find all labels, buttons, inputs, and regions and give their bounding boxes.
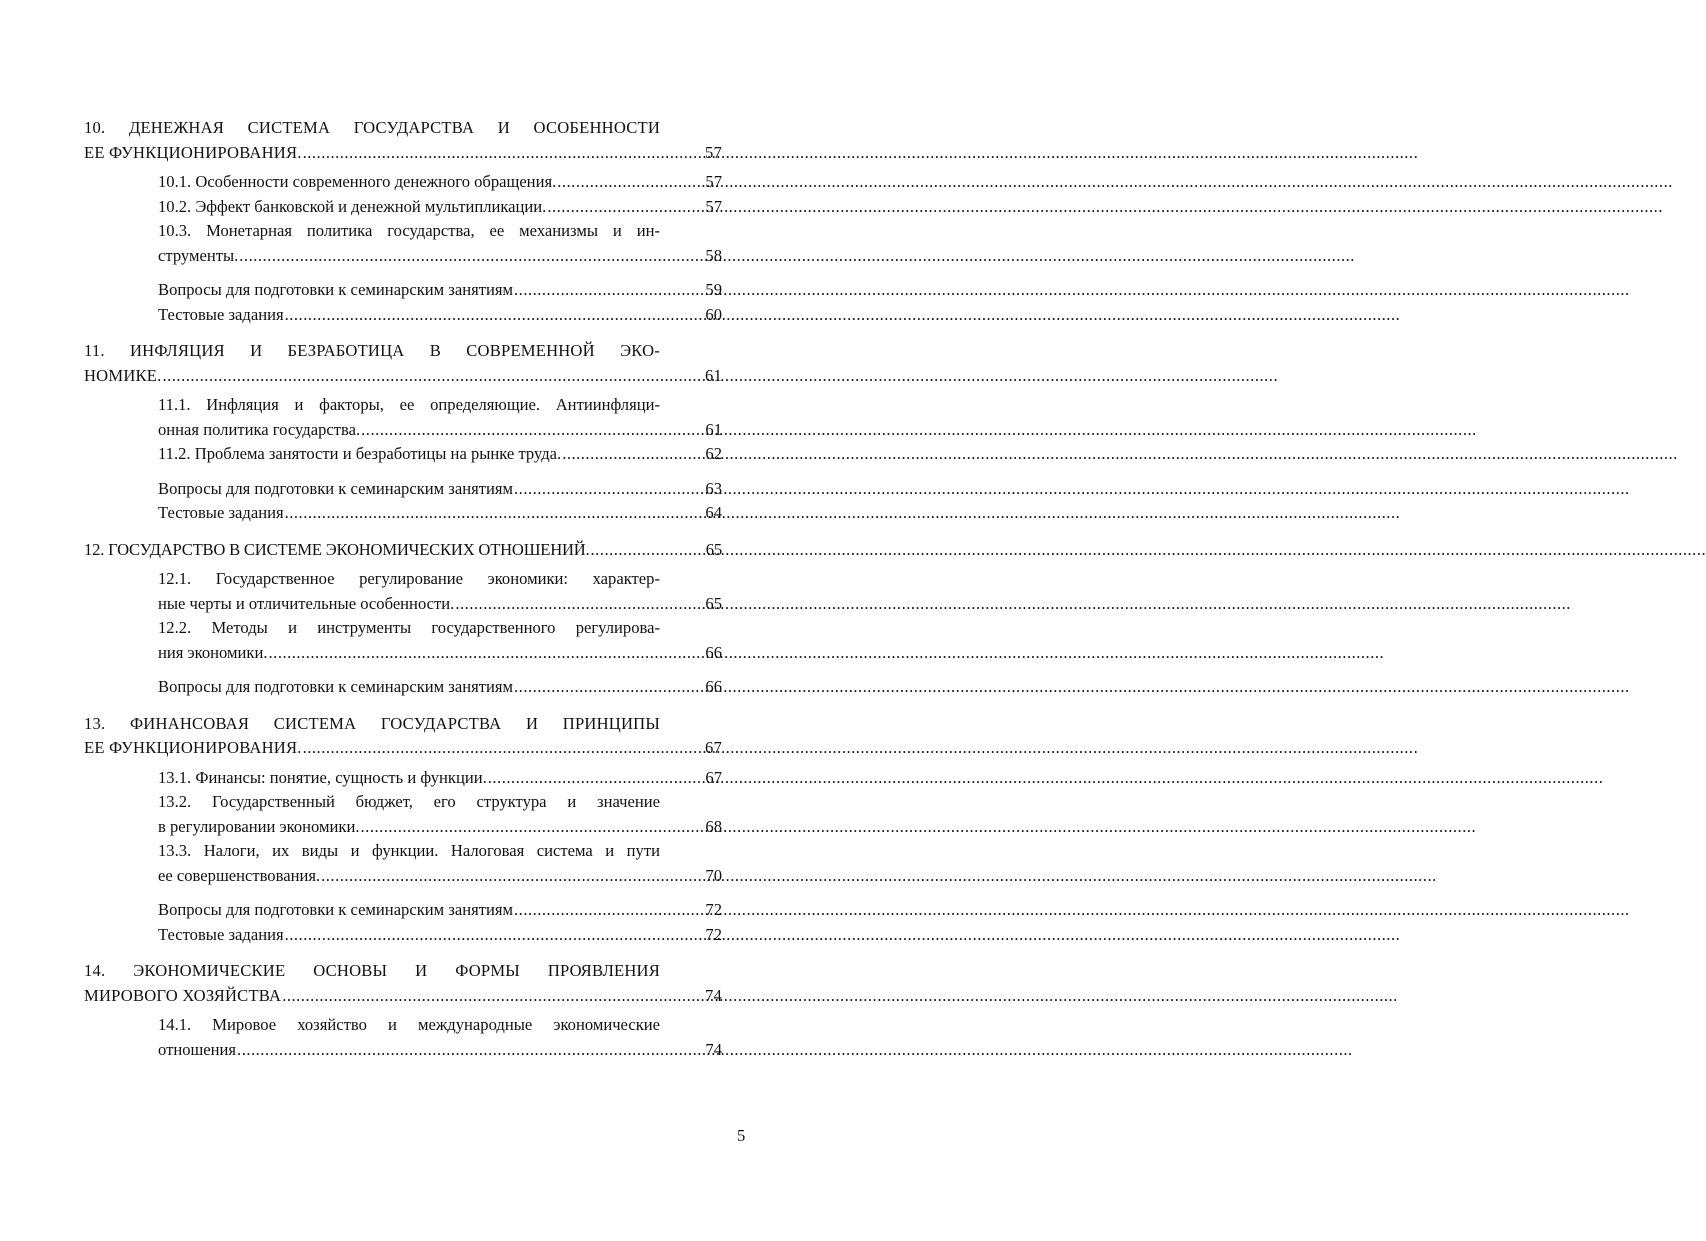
subsection-title-line2: струменты. [158, 245, 239, 265]
subsection-title-line1: 12.2. Методы и инструменты государственного регулирова- [158, 618, 660, 637]
page-ref: 57 [705, 142, 722, 162]
subsection-title: 11.2. Проблема занятости и безработицы на рынке труда. [158, 444, 562, 463]
toc-subsection[interactable] [158, 1013, 722, 1062]
chapter-heading[interactable] [84, 712, 722, 761]
toc-chapter-13 [84, 712, 722, 948]
chapter-title-line1: 13. ФИНАНСОВАЯ СИСТЕМА ГОСУДАРСТВА И ПРИНЦИПЫ [84, 713, 660, 733]
toc-subsection[interactable] [158, 790, 722, 839]
page-ref: 74 [705, 1039, 722, 1059]
page-ref: 59 [705, 280, 722, 299]
leader-dots [546, 195, 703, 220]
subsection-title-line1: 13.2. Государственный бюджет, его структура и значение [158, 792, 660, 811]
toc-extra-entry[interactable] [158, 675, 722, 700]
page-ref: 61 [705, 419, 722, 439]
leader-dots [556, 170, 703, 195]
subsection-title: 10.1. Особенности современного денежного обращения. [158, 172, 557, 191]
page-ref: 65 [705, 593, 722, 613]
leader-dots [487, 766, 704, 791]
extra-entry-title: Тестовые задания [158, 503, 284, 522]
subsection-title-line1: 12.1. Государственное регулирование экономики: характер- [158, 569, 660, 588]
page-ref: 57 [705, 172, 722, 191]
toc-extra-entry[interactable] [158, 898, 722, 923]
toc-subsection[interactable] [158, 766, 722, 791]
chapter-title-line2: НОМИКЕ. [84, 365, 162, 385]
leader-dots [268, 641, 704, 666]
subsection-title-line1: 10.3. Монетарная политика государства, ее механизмы и ин- [158, 221, 660, 240]
extra-entry-title: Тестовые задания [158, 304, 284, 324]
subsection-title-line2: онная политика государства. [158, 419, 361, 439]
page-ref: 72 [705, 924, 722, 944]
extra-entry-title: Вопросы для подготовки к семинарским занятиям [158, 478, 514, 498]
page-ref: 70 [705, 865, 722, 885]
leader-dots [284, 303, 704, 328]
subsection-title-line1: 11.1. Инфляция и факторы, ее определяющие. Антиинфляци- [158, 395, 660, 414]
page-ref: 74 [705, 985, 722, 1005]
page-ref: 72 [705, 900, 722, 919]
subsection-title-line2: ния экономики. [158, 642, 268, 662]
page-ref: 67 [705, 767, 722, 787]
leader-dots [561, 442, 703, 467]
toc-extra-entry[interactable] [158, 477, 722, 502]
leader-dots [302, 736, 703, 761]
toc-subsection[interactable] [158, 442, 722, 467]
subsection-title-line2: отношения [158, 1039, 237, 1059]
chapter-title-line2: ЕЕ ФУНКЦИОНИРОВАНИЯ. [84, 142, 302, 162]
leader-dots [284, 923, 704, 948]
page-ref: 57 [705, 196, 722, 216]
chapter-title-line1: 10. ДЕНЕЖНАЯ СИСТЕМА ГОСУДАРСТВА И ОСОБЕННОСТИ [84, 118, 660, 137]
chapter-title-line1: 14. ЭКОНОМИЧЕСКИЕ ОСНОВЫ И ФОРМЫ ПРОЯВЛЕНИЯ [84, 961, 660, 980]
chapter-heading[interactable] [84, 339, 722, 388]
toc-subsection[interactable] [158, 839, 722, 888]
chapter-title-line2: ЕЕ ФУНКЦИОНИРОВАНИЯ. [84, 738, 302, 757]
leader-dots [320, 864, 703, 889]
subsection-title: 10.2. Эффект банковской и денежной мультипликации. [158, 196, 547, 216]
leader-dots [513, 898, 703, 923]
subsection-title-line1: 13.3. Налоги, их виды и функции. Налоговая система и пути [158, 841, 660, 860]
chapter-title-line2: МИРОВОГО ХОЗЯЙСТВА [84, 985, 282, 1005]
leader-dots [236, 1038, 703, 1063]
leader-dots [161, 364, 703, 389]
toc-chapter-11 [84, 339, 722, 526]
extra-entry-title: Вопросы для подготовки к семинарским занятиям [158, 280, 514, 299]
page-ref: 65 [705, 539, 722, 559]
page-ref: 66 [705, 677, 722, 696]
toc-extra-entry[interactable] [158, 303, 722, 328]
chapter-title: 12. ГОСУДАРСТВО В СИСТЕМЕ ЭКОНОМИЧЕСКИХ ОТНОШЕНИЙ. [84, 539, 590, 559]
leader-dots [454, 592, 703, 617]
subsection-title: 13.1. Финансы: понятие, сущность и функции. [158, 767, 487, 787]
page-ref: 68 [705, 816, 722, 836]
leader-dots [513, 278, 703, 303]
toc-extra-entry[interactable] [158, 923, 722, 948]
leader-dots [360, 815, 704, 840]
page-ref: 64 [705, 503, 722, 522]
page-ref: 66 [705, 642, 722, 662]
toc-extra-entry[interactable] [158, 278, 722, 303]
toc-chapter-14 [84, 959, 722, 1062]
extra-entry-title: Вопросы для подготовки к семинарским занятиям [158, 900, 514, 919]
page-ref: 67 [705, 738, 722, 757]
page-ref: 61 [705, 365, 722, 385]
table-of-contents [84, 116, 722, 1062]
page-number: 5 [737, 1126, 746, 1145]
toc-subsection[interactable] [158, 195, 722, 220]
toc-chapter-10 [84, 116, 722, 327]
toc-extra-entry[interactable] [158, 501, 722, 526]
toc-subsection[interactable] [158, 616, 722, 665]
chapter-heading[interactable] [84, 538, 722, 563]
page-ref: 58 [705, 245, 722, 265]
page-ref: 62 [705, 444, 722, 463]
chapter-heading[interactable] [84, 959, 722, 1008]
leader-dots [513, 675, 703, 700]
toc-subsection[interactable] [158, 170, 722, 195]
leader-dots [281, 984, 703, 1009]
subsection-title-line2: ные черты и отличительные особенности. [158, 593, 455, 613]
leader-dots [284, 501, 704, 526]
chapter-title-line1: 11. ИНФЛЯЦИЯ И БЕЗРАБОТИЦА В СОВРЕМЕННОЙ ЭКО- [84, 341, 660, 360]
toc-chapter-12 [84, 538, 722, 700]
chapter-heading[interactable] [84, 116, 722, 165]
toc-subsection[interactable] [158, 567, 722, 616]
subsection-title-line2: ее совершенствования. [158, 865, 321, 885]
page-ref: 63 [705, 478, 722, 498]
toc-subsection[interactable] [158, 393, 722, 442]
extra-entry-title: Тестовые задания [158, 924, 284, 944]
leader-dots [590, 538, 704, 563]
page-ref: 60 [705, 304, 722, 324]
subsection-title-line2: в регулировании экономики. [158, 816, 360, 836]
extra-entry-title: Вопросы для подготовки к семинарским занятиям [158, 677, 514, 696]
toc-subsection[interactable] [158, 219, 722, 268]
leader-dots [513, 477, 703, 502]
subsection-title-line1: 14.1. Мировое хозяйство и международные экономические [158, 1015, 660, 1034]
leader-dots [302, 141, 703, 166]
leader-dots [238, 244, 703, 269]
leader-dots [360, 418, 703, 443]
